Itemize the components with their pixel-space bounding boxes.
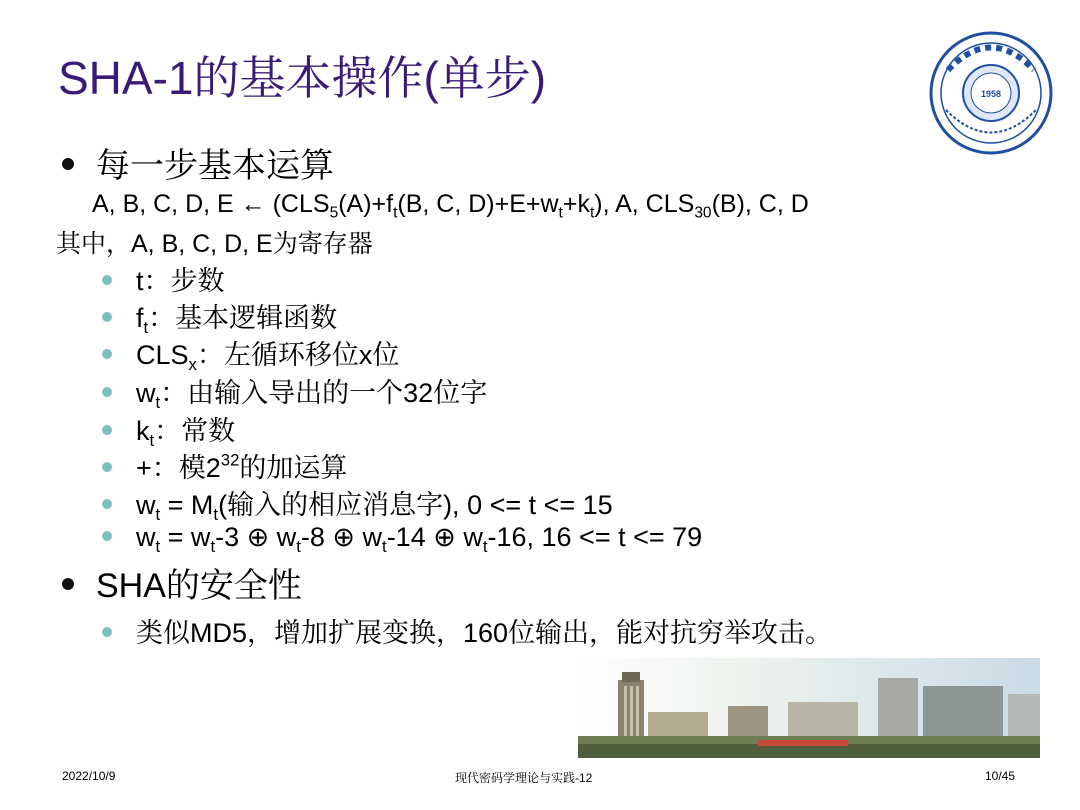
- bullet-dot: [102, 349, 112, 359]
- slide-title: SHA-1的基本操作(单步): [58, 52, 547, 104]
- footer-course-title: 现代密码学理论与实践-12: [455, 771, 593, 785]
- bullet-dot: [102, 387, 112, 397]
- register-note: 其中，A, B, C, D, E为寄存器: [56, 230, 373, 258]
- list-item-w-expansion: $w_t = w_t-3$ ⊕ $w_t-8$ ⊕ $w_t-14$ ⊕ $w_t-16$, 16 <= t <= 79: [102, 522, 702, 553]
- list-item-plus: +：模$2^{32}$的加运算: [102, 446, 347, 485]
- footer-date: 2022/10/9: [62, 769, 116, 783]
- list-item-w: $w_t$：由输入导出的一个32位字: [102, 371, 487, 410]
- section-heading-security: SHA的安全性: [62, 558, 302, 607]
- formula-line: A, B, C, D, E ← ($CLS_5(A)+f_t(B$, C, $D)+E+w_t+k_t$), A, $CLS_{30}(B)$, C, D: [92, 190, 809, 222]
- bullet-dot: [102, 462, 112, 472]
- logo-year: 1958: [980, 89, 1002, 99]
- bullet-dot: [102, 275, 112, 285]
- list-item-k: $k_t$：常数: [102, 409, 235, 448]
- bullet-dot: [102, 627, 112, 637]
- list-item-security: 类似MD5，增加扩展变换，160位输出，能对抗穷举攻击。: [102, 611, 832, 650]
- bullet-dot: [102, 425, 112, 435]
- footer-page-number: 10/45: [985, 769, 1016, 783]
- bullet-dot: [62, 158, 74, 170]
- campus-photo: [578, 658, 1040, 758]
- list-item-t: t：步数: [102, 259, 225, 298]
- list-item-f: $f_t$：基本逻辑函数: [102, 296, 337, 335]
- bullet-dot: [102, 312, 112, 322]
- bullet-dot: [102, 499, 112, 509]
- list-item-w-input: $w_t = M_t$(输入的相应消息字), 0 <= t <= 15: [102, 483, 613, 522]
- bullet-dot: [62, 578, 74, 590]
- bullet-dot: [102, 531, 112, 541]
- university-logo: [928, 30, 1054, 156]
- section-heading-operation: 每一步基本运算: [62, 138, 334, 187]
- list-item-cls: $CLS_x$：左循环移位x位: [102, 333, 399, 372]
